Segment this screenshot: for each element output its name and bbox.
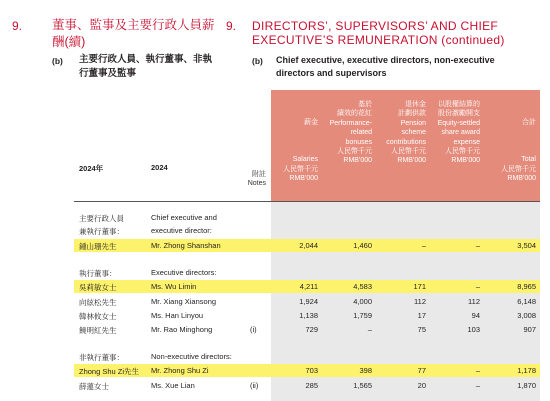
cell-equity: 112	[468, 297, 480, 306]
cell-salaries: 285	[305, 381, 318, 390]
section-chief-exec-en-2: executive director:	[151, 226, 212, 235]
table-row-name-en: Ms. Xue Lian	[151, 381, 195, 390]
table-row-name-cn: 韓林攸女士	[79, 312, 117, 321]
right-section-title	[252, 19, 542, 47]
right-sub-line1: Chief executive, executive directors, non-executive	[276, 55, 495, 65]
left-section-title	[52, 17, 242, 51]
cell-bonuses: 4,000	[353, 297, 372, 306]
table-row-name-cn: 吳莉敏女士	[79, 283, 117, 292]
right-section-number: 9.	[226, 19, 237, 33]
cell-total: 3,504	[517, 241, 536, 250]
col-header-equity: 以股權結算的 股份激勵開支 Equity-settled share award expense 人民幣千元 RMB'000	[437, 101, 480, 165]
right-title-line1: DIRECTORS’, SUPERVISORS’ AND CHIEF	[252, 19, 499, 33]
section-non-exec-cn: 非執行董事：	[79, 353, 124, 362]
table-row-name-cn: 向絃松先生	[79, 298, 117, 307]
table-row-name-en: Mr. Zhong Shu Zi	[151, 366, 209, 375]
left-title-line2: 酬(續)	[52, 35, 86, 49]
cell-equity: –	[475, 366, 480, 375]
cell-pension: 20	[417, 381, 426, 390]
cell-pension: 171	[413, 282, 426, 291]
table-row-name-en: Mr. Rao Minghong	[151, 325, 213, 334]
col-header-salaries: 薪金 Salaries 人民幣千元 RMB'000	[283, 119, 318, 183]
cell-total: 1,870	[517, 381, 536, 390]
notes-header: 附註 Notes	[247, 171, 266, 187]
table-row-name-en: Mr. Zhong Shanshan	[151, 241, 221, 250]
cell-equity: –	[475, 381, 480, 390]
table-row-name-cn: 饒明紅先生	[79, 326, 117, 335]
table-row-name-cn: Zhong Shu Zi先生	[79, 367, 140, 376]
cell-bonuses: 1,759	[353, 311, 372, 320]
cell-salaries: 4,211	[299, 282, 318, 291]
right-sub-marker: (b)	[252, 56, 263, 66]
col-header-pension: 退休金 計劃供款 Pension scheme contributions 人民幣千元 RMB'000	[386, 101, 426, 165]
cell-salaries: 729	[305, 325, 318, 334]
left-section-number: 9.	[12, 19, 23, 33]
cell-bonuses: 4,583	[353, 282, 372, 291]
cell-equity: –	[475, 282, 480, 291]
cell-bonuses: 1,565	[353, 381, 372, 390]
section-chief-exec-en-1: Chief executive and	[151, 213, 217, 222]
cell-equity: 103	[467, 325, 480, 334]
left-sub-line2: 行董事及監事	[79, 68, 137, 79]
header-divider	[74, 201, 540, 202]
left-title-line1: 董事、監事及主要行政人員薪	[52, 18, 215, 32]
table-row-name-cn: 鍾山珊先生	[79, 242, 117, 251]
cell-equity: –	[475, 241, 480, 250]
left-sub-line1: 主要行政人員、執行董事、非執	[79, 54, 213, 65]
right-sub-line2: directors and supervisors	[276, 68, 387, 78]
cell-total: 1,178	[517, 366, 536, 375]
right-subheading	[276, 54, 546, 80]
cell-pension: 17	[417, 311, 426, 320]
cell-bonuses: –	[367, 325, 372, 334]
year-label-en: 2024	[151, 163, 168, 172]
section-non-exec-en: Non-executive directors:	[151, 352, 232, 361]
cell-salaries: 1,924	[299, 297, 318, 306]
note-ref: (ii)	[250, 381, 259, 390]
section-chief-exec-cn-1: 主要行政人員	[79, 214, 124, 223]
cell-total: 3,008	[517, 311, 536, 320]
cell-salaries: 703	[305, 366, 318, 375]
cell-total: 8,965	[517, 282, 536, 291]
cell-bonuses: 1,460	[353, 241, 372, 250]
section-exec-directors-cn: 執行董事：	[79, 269, 117, 278]
cell-pension: 75	[417, 325, 426, 334]
cell-total: 907	[523, 325, 536, 334]
section-exec-directors-en: Executive directors:	[151, 268, 217, 277]
left-sub-marker: (b)	[52, 56, 63, 66]
cell-pension: 112	[414, 297, 426, 306]
note-ref: (i)	[250, 325, 257, 334]
section-chief-exec-cn-2: 兼執行董事：	[79, 227, 124, 236]
cell-salaries: 2,044	[299, 241, 318, 250]
table-row-name-en: Ms. Han Linyou	[151, 311, 204, 320]
col-header-total: 合計 Total 人民幣千元 RMB'000	[501, 119, 536, 183]
table-row-name-en: Ms. Wu Limin	[151, 282, 197, 291]
left-subheading	[79, 53, 239, 81]
cell-salaries: 1,138	[299, 311, 318, 320]
cell-pension: –	[421, 241, 426, 250]
cell-bonuses: 398	[359, 366, 372, 375]
col-header-bonuses: 基於 績效的花紅 Performance- related bonuses 人民幣千元 RMB'000	[329, 101, 372, 165]
right-title-line2: EXECUTIVE’S REMUNERATION (continued)	[252, 33, 505, 47]
cell-equity: 94	[471, 311, 480, 320]
table-row-name-en: Mr. Xiang Xiansong	[151, 297, 217, 306]
cell-pension: 77	[417, 366, 426, 375]
table-row-name-cn: 薛蓮女士	[79, 382, 109, 391]
year-label-cn: 2024年	[79, 164, 104, 173]
cell-total: 6,148	[517, 297, 536, 306]
